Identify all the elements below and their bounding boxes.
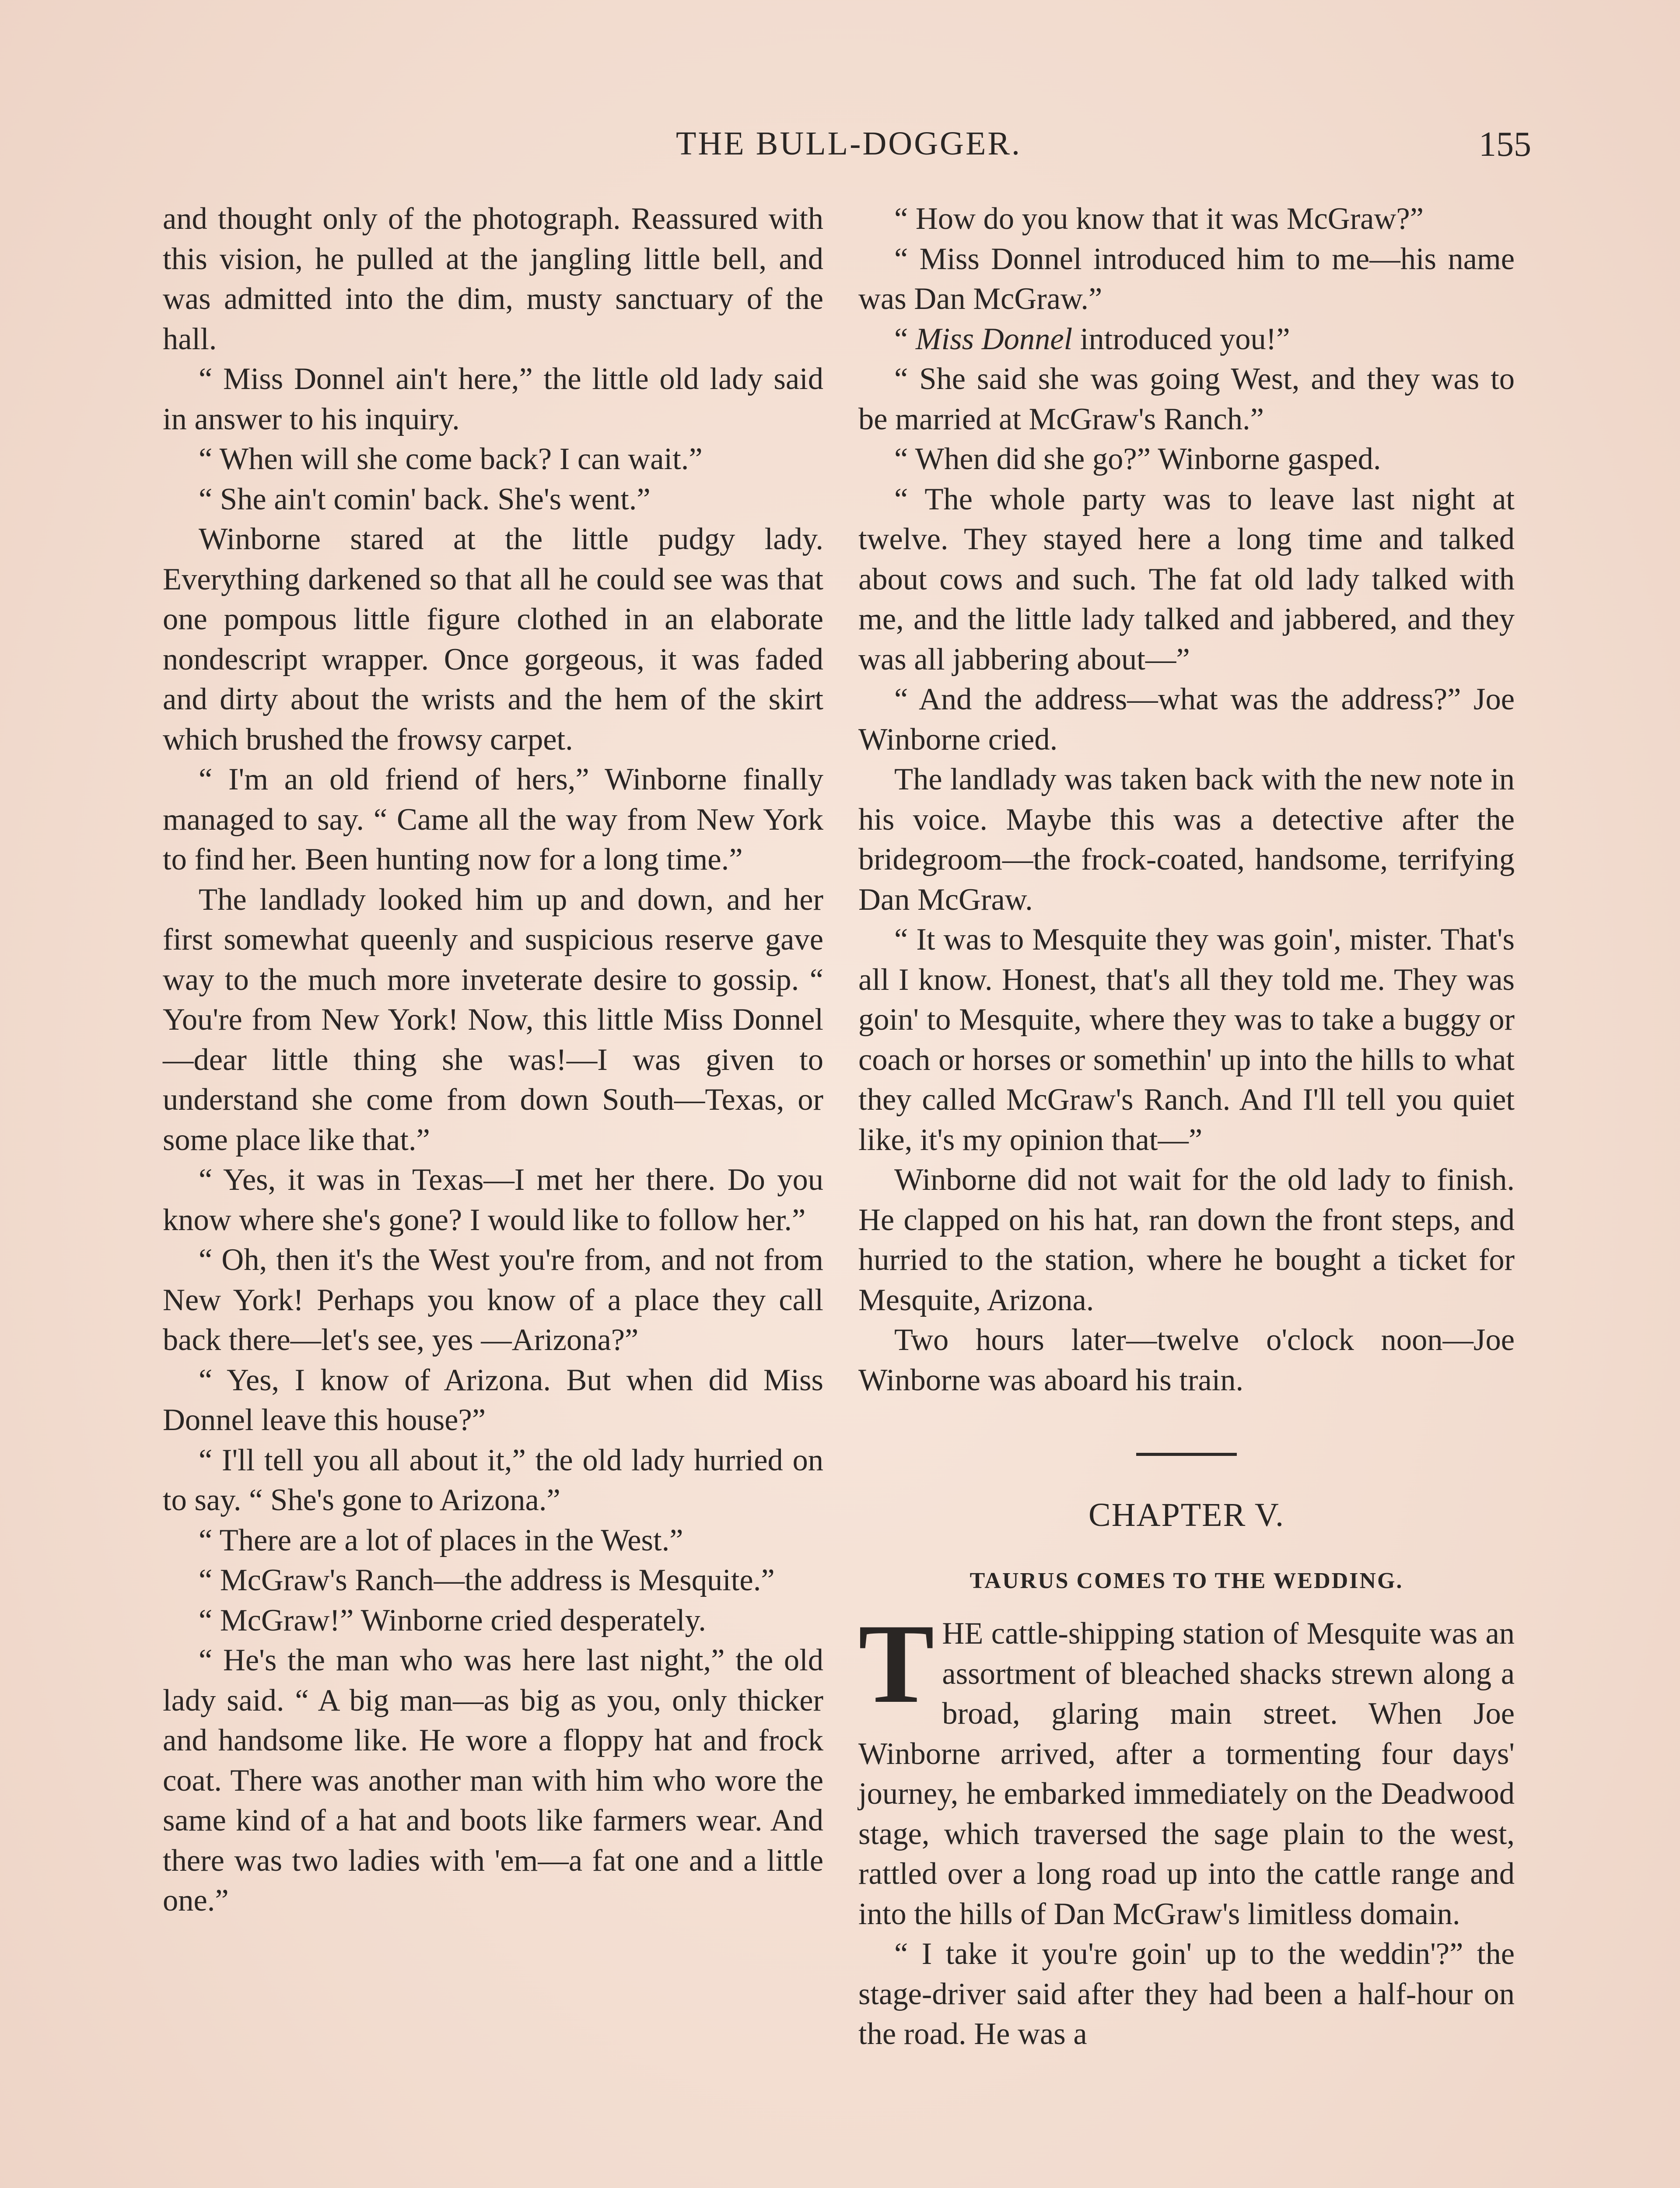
paragraph: “ I'll tell you all about it,” the old lady hurried on to say. “ She's gone to Arizona.” [163, 1443, 823, 1517]
paragraph: “ He's the man who was here last night,” the old lady said. “ A big man—as big as you, only thicker and handsome like. He wore a floppy hat and frock coat. There was another man with him who wore the same kind of a hat and boots like farmers wear. And there was two ladies with 'em—a fat one and a little one.” [163, 1643, 823, 1918]
chapter-first-paragraph-text: HE cattle-shipping station of Mesquite was an assortment of bleached shacks strewn along a broad, glaring main street. When Joe Winborne arrived, after a tormenting four days' journey, he embarked immediately on the Deadwood stage, which traversed the sage plain to the west, rattled over a long road up into the cattle range and into the hills of Dan McGraw's limitless domain. [858, 1616, 1515, 1931]
paragraph: “ When did she go?” Winborne gasped. [894, 442, 1381, 476]
paragraph: Two hours later—twelve o'clock noon—Joe Winborne was aboard his train. [858, 1323, 1515, 1397]
paragraph: “ Yes, it was in Texas—I met her there. Do you know where she's gone? I would like to follow her.” [163, 1163, 823, 1237]
paragraph: “ Oh, then it's the West you're from, and not from New York! Perhaps you know of a place they call back there—let's see, yes —Arizona?” [163, 1243, 823, 1357]
paragraph: “ I take it you're goin' up to the weddin'?” the stage-driver said after they had been a half-hour on the road. He was a [858, 1937, 1515, 2051]
left-column [163, 199, 823, 1921]
paragraph: “ I'm an old friend of hers,” Winborne finally managed to say. “ Came all the way from New York to find her. Been hunting now for a long time.” [163, 762, 823, 877]
drop-cap: T [858, 1601, 934, 1727]
chapter-divider [1136, 1453, 1237, 1456]
chapter-first-paragraph [858, 1601, 1515, 1934]
paragraph: “ When will she come back? I can wait.” [199, 442, 703, 476]
right-column [858, 199, 1515, 2055]
chapter-title: CHAPTER V. [1088, 1497, 1284, 1533]
page-number: 155 [1479, 125, 1531, 164]
paragraph: “ Yes, I know of Arizona. But when did Miss Donnel leave this house?” [163, 1363, 823, 1437]
paragraph: Winborne did not wait for the old lady to finish. He clapped on his hat, ran down the front steps, and hurried to the station, where he bought a ticket for Mesquite, Arizona. [858, 1163, 1515, 1317]
paragraph: Winborne stared at the little pudgy lady. Everything darkened so that all he could see was that one pompous little figure clothed in an elaborate nondescript wrapper. Once gorgeous, it was faded and dirty about the wrists and the hem of the skirt which brushed the frowsy carpet. [163, 522, 823, 757]
paragraph: and thought only of the photograph. Reassured with this vision, he pulled at the jangling little bell, and was admitted into the dim, musty sanctuary of the hall. [163, 202, 823, 356]
paragraph: “ Miss Donnel introduced him to me—his name was Dan McGraw.” [858, 242, 1515, 316]
italic-name: Miss Donnel [915, 322, 1073, 356]
quote-rest: introduced you!” [1072, 322, 1290, 356]
paragraph: “ And the address—what was the address?” Joe Winborne cried. [858, 682, 1515, 757]
page-header [166, 125, 1531, 173]
paragraph: “ McGraw's Ranch—the address is Mesquite.” [199, 1563, 775, 1597]
chapter-subtitle: TAURUS COMES TO THE WEDDING. [970, 1568, 1404, 1593]
quote-open: “ [894, 322, 916, 356]
paragraph: “ Miss Donnel ain't here,” the little old lady said in answer to his inquiry. [163, 362, 823, 436]
paragraph: “ McGraw!” Winborne cried desperately. [199, 1603, 706, 1637]
running-head: THE BULL-DOGGER. [676, 125, 1022, 162]
paragraph: “ She said she was going West, and they was to be married at McGraw's Ranch.” [858, 362, 1515, 436]
paragraph: “ There are a lot of places in the West.” [199, 1523, 683, 1557]
paragraph: The landlady was taken back with the new note in his voice. Maybe this was a detective after the bridegroom—the frock-coated, handsome, terrifying Dan McGraw. [858, 762, 1515, 917]
paragraph: The landlady looked him up and down, and her first somewhat queenly and suspicious reserve gave way to the much more inveterate desire to gossip. “ You're from New York! Now, this little Miss Donnel —dear little thing she was!—I was given to understand she come from down South—Texas, or some place like that.” [163, 882, 823, 1157]
paragraph: “ The whole party was to leave last night at twelve. They stayed here a long time and talked about cows and such. The fat old lady talked with me, and the little lady talked and jabbered, and they was all jabbering about—” [858, 482, 1515, 677]
paragraph: “ It was to Mesquite they was goin', mister. That's all I know. Honest, that's all they told me. They was goin' to Mesquite, where they was to take a buggy or coach or horses or somethin' up into the hills to what they called McGraw's Ranch. And I'll tell you quiet like, it's my opinion that—” [858, 922, 1515, 1157]
paragraph-italic-line [858, 319, 1515, 360]
paragraph: “ How do you know that it was McGraw?” [894, 202, 1424, 236]
paragraph: “ She ain't comin' back. She's went.” [199, 482, 651, 516]
